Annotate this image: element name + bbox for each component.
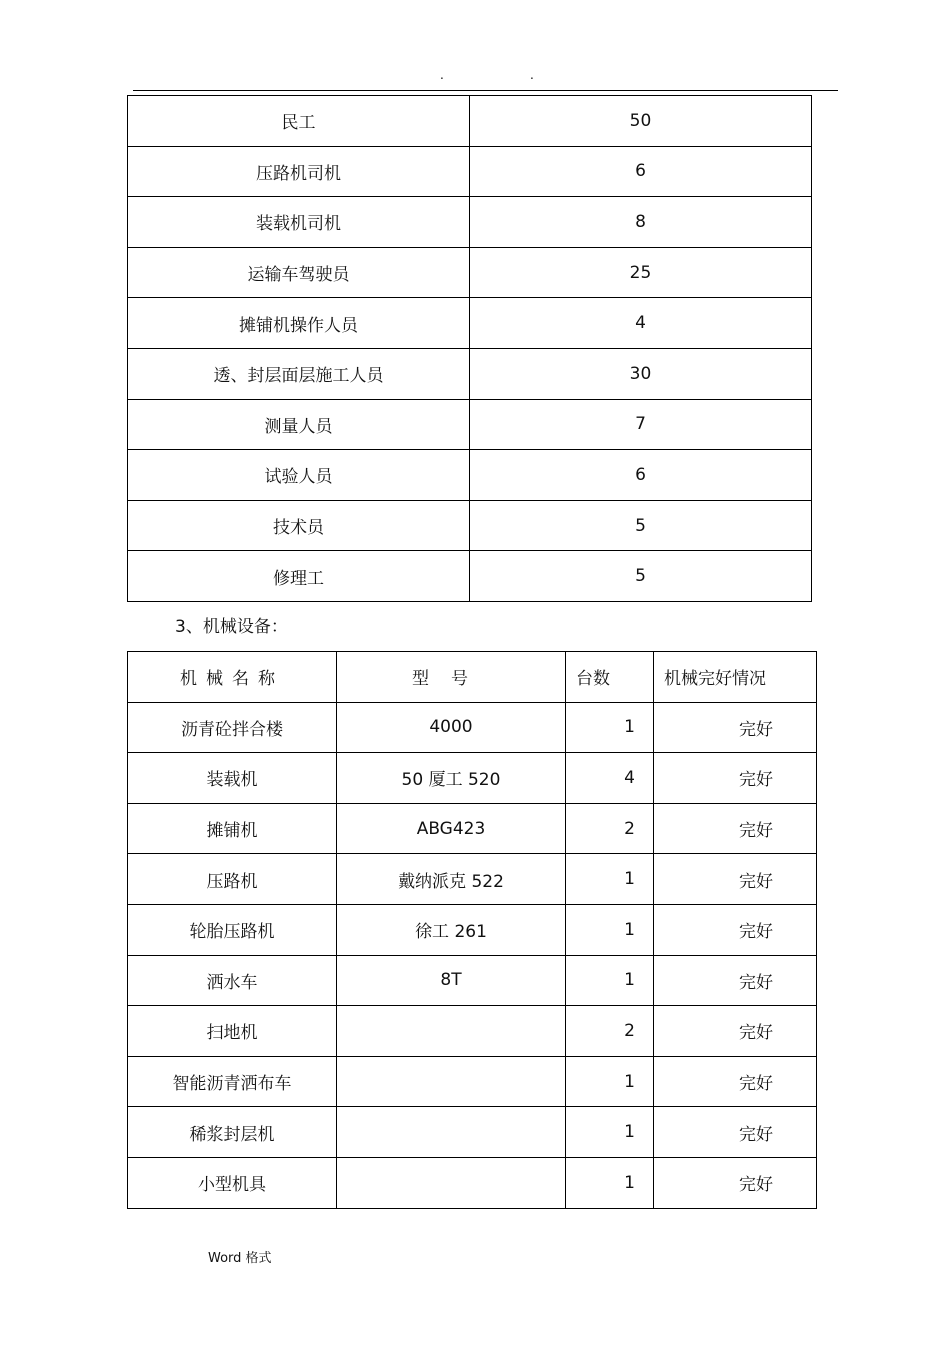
staff-count-cell: 50 [470, 96, 812, 147]
header-rule [133, 90, 838, 91]
machine-table [127, 651, 817, 1209]
machine-name-cell: 稀浆封层机 [128, 1107, 337, 1158]
machine-status-cell: 完好 [654, 753, 817, 804]
machine-table-body [128, 702, 817, 1208]
machine-model-cell: 50 厦工 520 [337, 753, 566, 804]
machine-model-cell: 戴纳派克 522 [337, 854, 566, 905]
page-header [0, 68, 950, 88]
machine-status-cell: 完好 [654, 1107, 817, 1158]
staff-role-cell: 装载机司机 [128, 197, 470, 248]
staff-role-cell: 摊铺机操作人员 [128, 298, 470, 349]
staff-role-cell: 试验人员 [128, 450, 470, 501]
machine-count-cell: 1 [566, 1157, 654, 1208]
machine-status-cell: 完好 [654, 854, 817, 905]
header-dot-right: . [530, 68, 534, 82]
machine-model-cell: 8T [337, 955, 566, 1006]
header-status: 机械完好情况 [654, 652, 817, 703]
machine-count-cell: 1 [566, 955, 654, 1006]
machine-count-cell: 2 [566, 1006, 654, 1057]
machine-count-cell: 1 [566, 702, 654, 753]
machine-name-cell: 扫地机 [128, 1006, 337, 1057]
machine-name-cell: 轮胎压路机 [128, 904, 337, 955]
staff-row [128, 450, 812, 501]
section-title: 3、机械设备： [175, 617, 288, 637]
staff-row [128, 551, 812, 602]
staff-table-body [128, 96, 812, 602]
machine-count-cell: 1 [566, 854, 654, 905]
staff-count-cell: 5 [470, 551, 812, 602]
machine-table-header-row [128, 652, 817, 703]
machine-count-cell: 2 [566, 803, 654, 854]
machine-name-cell: 沥青砼拌合楼 [128, 702, 337, 753]
staff-row [128, 146, 812, 197]
machine-name-cell: 摊铺机 [128, 803, 337, 854]
staff-count-cell: 8 [470, 197, 812, 248]
machine-row [128, 1157, 817, 1208]
staff-row [128, 247, 812, 298]
machine-model-cell: 徐工 261 [337, 904, 566, 955]
machine-status-cell: 完好 [654, 904, 817, 955]
machine-status-cell: 完好 [654, 702, 817, 753]
staff-role-cell: 运输车驾驶员 [128, 247, 470, 298]
machine-model-cell: 4000 [337, 702, 566, 753]
machine-model-cell [337, 1107, 566, 1158]
staff-table [127, 95, 812, 602]
machine-count-cell: 1 [566, 1107, 654, 1158]
staff-row [128, 96, 812, 147]
machine-name-cell: 压路机 [128, 854, 337, 905]
machine-status-cell: 完好 [654, 1157, 817, 1208]
machine-model-cell [337, 1157, 566, 1208]
staff-count-cell: 25 [470, 247, 812, 298]
staff-role-cell: 压路机司机 [128, 146, 470, 197]
staff-row [128, 298, 812, 349]
footer-label: Word 格式 [208, 1251, 272, 1266]
staff-row [128, 500, 812, 551]
staff-role-cell: 民工 [128, 96, 470, 147]
staff-count-cell: 5 [470, 500, 812, 551]
staff-role-cell: 测量人员 [128, 399, 470, 450]
machine-model-cell [337, 1006, 566, 1057]
machine-name-cell: 洒水车 [128, 955, 337, 1006]
machine-count-cell: 4 [566, 753, 654, 804]
staff-count-cell: 6 [470, 450, 812, 501]
machine-status-cell: 完好 [654, 803, 817, 854]
machine-row [128, 1107, 817, 1158]
machine-name-cell: 小型机具 [128, 1157, 337, 1208]
machine-row [128, 753, 817, 804]
machine-row [128, 854, 817, 905]
staff-role-cell: 透、封层面层施工人员 [128, 348, 470, 399]
header-machine-name: 机械名称 [128, 652, 337, 703]
machine-row [128, 1056, 817, 1107]
machine-count-cell: 1 [566, 904, 654, 955]
staff-row [128, 197, 812, 248]
machine-row [128, 904, 817, 955]
header-model: 型号 [337, 652, 566, 703]
machine-row [128, 955, 817, 1006]
machine-row [128, 702, 817, 753]
machine-status-cell: 完好 [654, 1056, 817, 1107]
machine-name-cell: 装载机 [128, 753, 337, 804]
header-dot-left: . [440, 68, 444, 82]
staff-count-cell: 6 [470, 146, 812, 197]
machine-row [128, 1006, 817, 1057]
machine-row [128, 803, 817, 854]
staff-count-cell: 7 [470, 399, 812, 450]
machine-name-cell: 智能沥青洒布车 [128, 1056, 337, 1107]
machine-status-cell: 完好 [654, 955, 817, 1006]
machine-status-cell: 完好 [654, 1006, 817, 1057]
staff-role-cell: 技术员 [128, 500, 470, 551]
machine-count-cell: 1 [566, 1056, 654, 1107]
machine-model-cell: ABG423 [337, 803, 566, 854]
staff-row [128, 348, 812, 399]
staff-count-cell: 30 [470, 348, 812, 399]
header-count: 台数 [566, 652, 654, 703]
staff-row [128, 399, 812, 450]
staff-role-cell: 修理工 [128, 551, 470, 602]
staff-count-cell: 4 [470, 298, 812, 349]
machine-model-cell [337, 1056, 566, 1107]
